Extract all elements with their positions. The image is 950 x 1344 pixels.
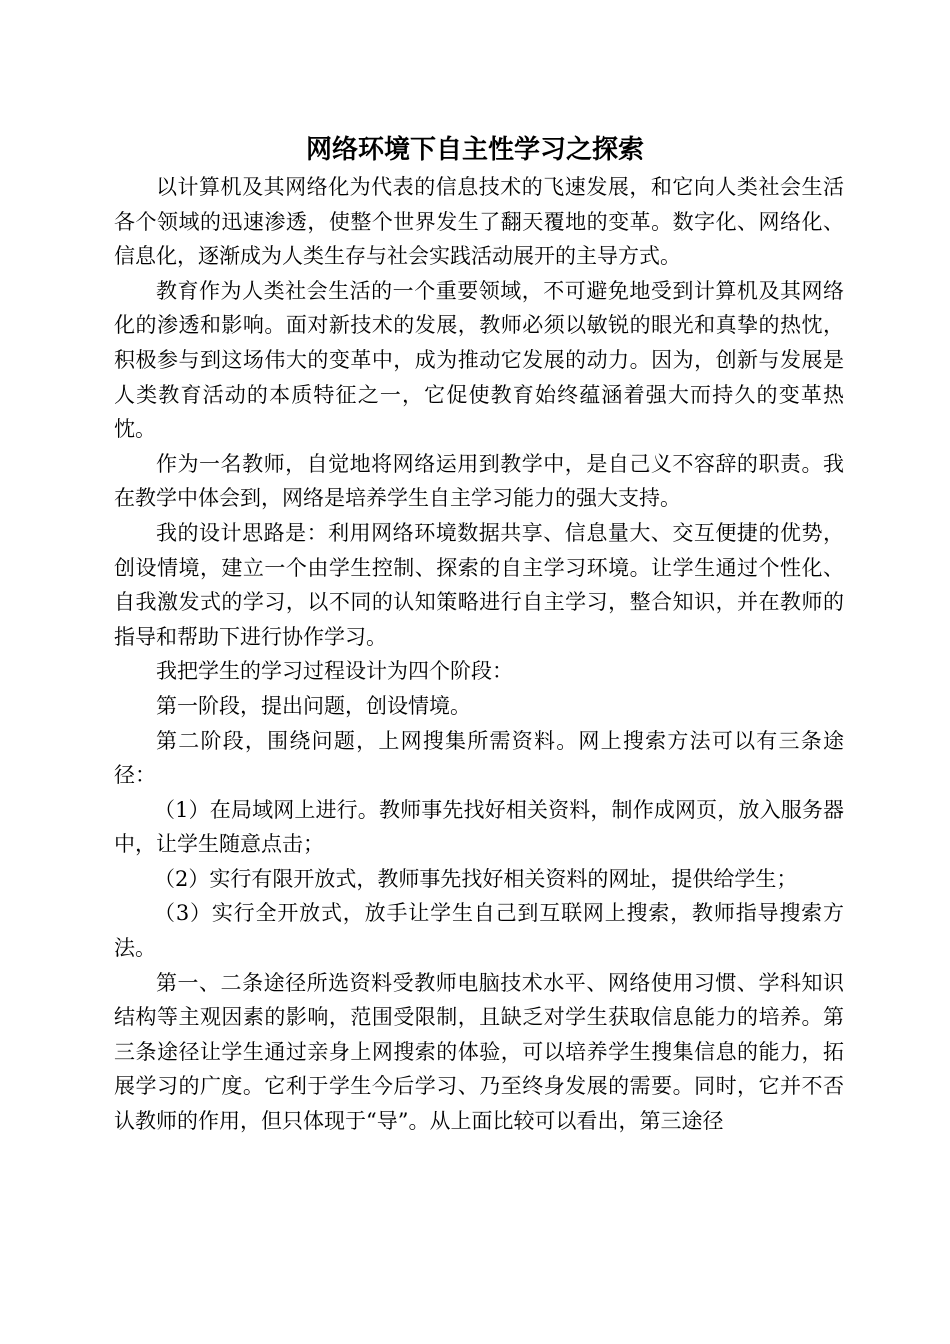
paragraph-comparison: 第一、二条途径所选资料受教师电脑技术水平、网络使用习惯、学科知识结构等主观因素的影响，范围受限制，且缺乏对学生获取信息能力的培养。第三条途径让学生通过亲身上网搜索的体验，可以培养学生搜集信息的能力，拓展学习的广度。它利于学生今后学习、乃至终身发展的需要。同时，它并不否认教师的作用，但只体现于“导”。从上面比较可以看出，第三途径: [114, 970, 844, 1134]
paragraph-design-idea: 我的设计思路是：利用网络环境数据共享、信息量大、交互便捷的优势，创设情境，建立一个由学生控制、探索的自主学习环境。让学生通过个性化、自我激发式的学习，以不同的认知策略进行自主学习，整合知识，并在教师的指导和帮助下进行协作学习。: [114, 520, 844, 649]
paragraph-stage-two: 第二阶段，围绕问题，上网搜集所需资料。网上搜索方法可以有三条途径：: [114, 728, 844, 788]
paragraph-four-stages: 我把学生的学习过程设计为四个阶段：: [156, 659, 513, 684]
paragraph-intro: 以计算机及其网络化为代表的信息技术的飞速发展，和它向人类社会生活各个领域的迅速渗透，使整个世界发生了翻天覆地的变革。数字化、网络化、信息化，逐渐成为人类生存与社会实践活动展开的主导方式。: [114, 175, 844, 269]
paragraph-teacher-duty: 作为一名教师，自觉地将网络运用到教学中，是自己义不容辞的职责。我在教学中体会到，网络是培养学生自主学习能力的强大支持。: [114, 451, 844, 511]
paragraph-stage-one: 第一阶段，提出问题，创设情境。: [156, 693, 471, 718]
paragraph-education: 教育作为人类社会生活的一个重要领域，不可避免地受到计算机及其网络化的渗透和影响。面对新技术的发展，教师必须以敏锐的眼光和真挚的热忱，积极参与到这场伟大的变革中，成为推动它发展的动力。因为，创新与发展是人类教育活动的本质特征之一，它促使教育始终蕴涵着强大而持久的变革热忱。: [114, 278, 844, 442]
list-item-approach-1: （1）在局域网上进行。教师事先找好相关资料，制作成网页，放入服务器中，让学生随意点击；: [114, 797, 844, 857]
list-item-approach-3: （3）实行全开放式，放手让学生自己到互联网上搜索，教师指导搜索方法。: [114, 901, 844, 961]
document-title: 网络环境下自主性学习之探索: [305, 135, 644, 165]
list-item-approach-2: （2）实行有限开放式，教师事先找好相关资料的网址，提供给学生；: [154, 866, 798, 891]
document-body: [114, 170, 844, 1139]
